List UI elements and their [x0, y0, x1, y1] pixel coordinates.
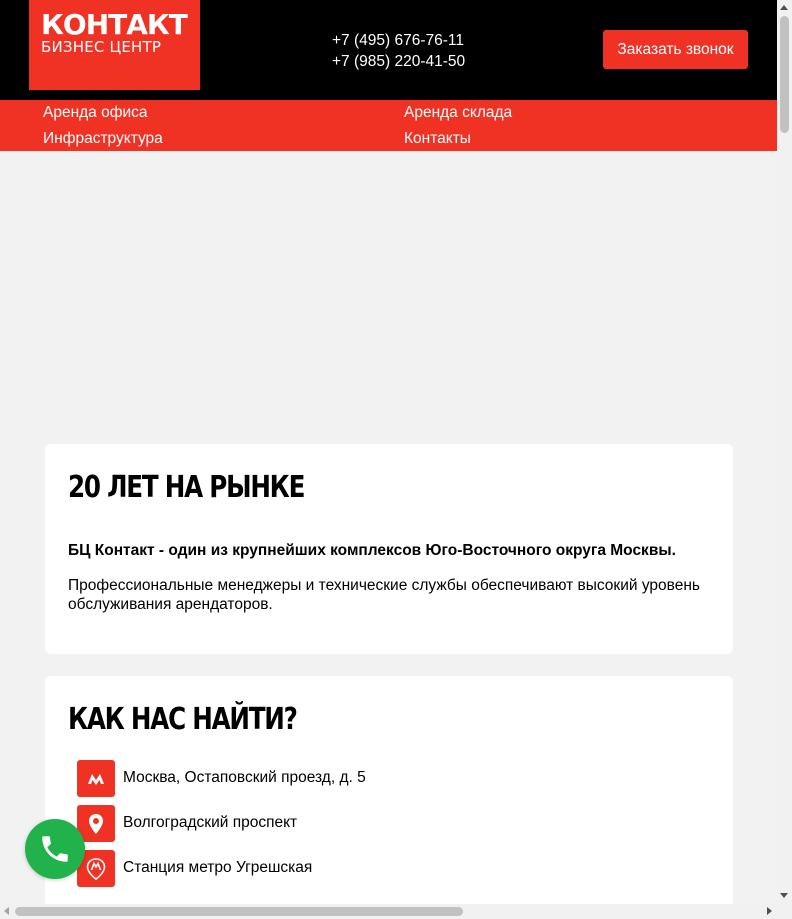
- avenue-text: Волгоградский проспект: [123, 814, 298, 831]
- vertical-scroll-thumb[interactable]: [780, 16, 789, 133]
- site-header: [0, 0, 777, 100]
- logo-title: КОНТАКТ: [41, 8, 187, 41]
- nav-item-warehouse-rent[interactable]: Аренда склада: [404, 104, 513, 121]
- nav-item-infrastructure[interactable]: Инфраструктура: [43, 130, 163, 147]
- scroll-right-arrow-icon[interactable]: [767, 907, 772, 915]
- vertical-scrollbar[interactable]: [777, 0, 792, 904]
- logo-subtitle: БИЗНЕС ЦЕНТР: [41, 38, 162, 56]
- map-pin-icon: [77, 805, 115, 842]
- location-title: КАК НАС НАЙТИ?: [68, 702, 297, 737]
- location-item: [77, 850, 577, 887]
- about-description: Профессиональные менеджеры и технические службы обеспечивают высокий уровень обслуживания арендаторов.: [68, 577, 700, 613]
- phone-link-2[interactable]: +7 (985) 220-41-50: [332, 53, 466, 70]
- horizontal-scrollbar[interactable]: [0, 904, 777, 919]
- about-title: 20 ЛЕТ НА РЫНКЕ: [68, 470, 305, 505]
- location-item: [77, 805, 577, 842]
- scroll-left-arrow-icon[interactable]: [4, 907, 9, 915]
- about-lead: БЦ Контакт - один из крупнейших комплексов Юго-Восточного округа Москвы.: [68, 542, 676, 559]
- nav-item-contacts[interactable]: Контакты: [404, 130, 471, 147]
- location-card: [45, 676, 733, 904]
- phone-numbers: [332, 30, 465, 72]
- horizontal-scroll-thumb[interactable]: [15, 907, 463, 916]
- callback-button[interactable]: Заказать звонок: [603, 30, 748, 69]
- scroll-down-arrow-icon[interactable]: [780, 893, 788, 898]
- address-text: Москва, Остаповский проезд, д. 5: [123, 769, 366, 786]
- logo[interactable]: [29, 0, 200, 90]
- scroll-up-arrow-icon[interactable]: [780, 5, 788, 10]
- about-card: [45, 444, 733, 654]
- main-nav: [0, 100, 777, 151]
- location-item: [77, 760, 577, 797]
- nav-item-office-rent[interactable]: Аренда офиса: [43, 104, 148, 121]
- floating-call-button[interactable]: [25, 819, 85, 879]
- metro-station-text: Станция метро Угрешская: [123, 859, 313, 876]
- metro-icon: [77, 760, 115, 797]
- phone-link-1[interactable]: +7 (495) 676-76-11: [332, 32, 464, 49]
- phone-icon: [38, 832, 72, 866]
- scrollbar-corner: [777, 904, 792, 919]
